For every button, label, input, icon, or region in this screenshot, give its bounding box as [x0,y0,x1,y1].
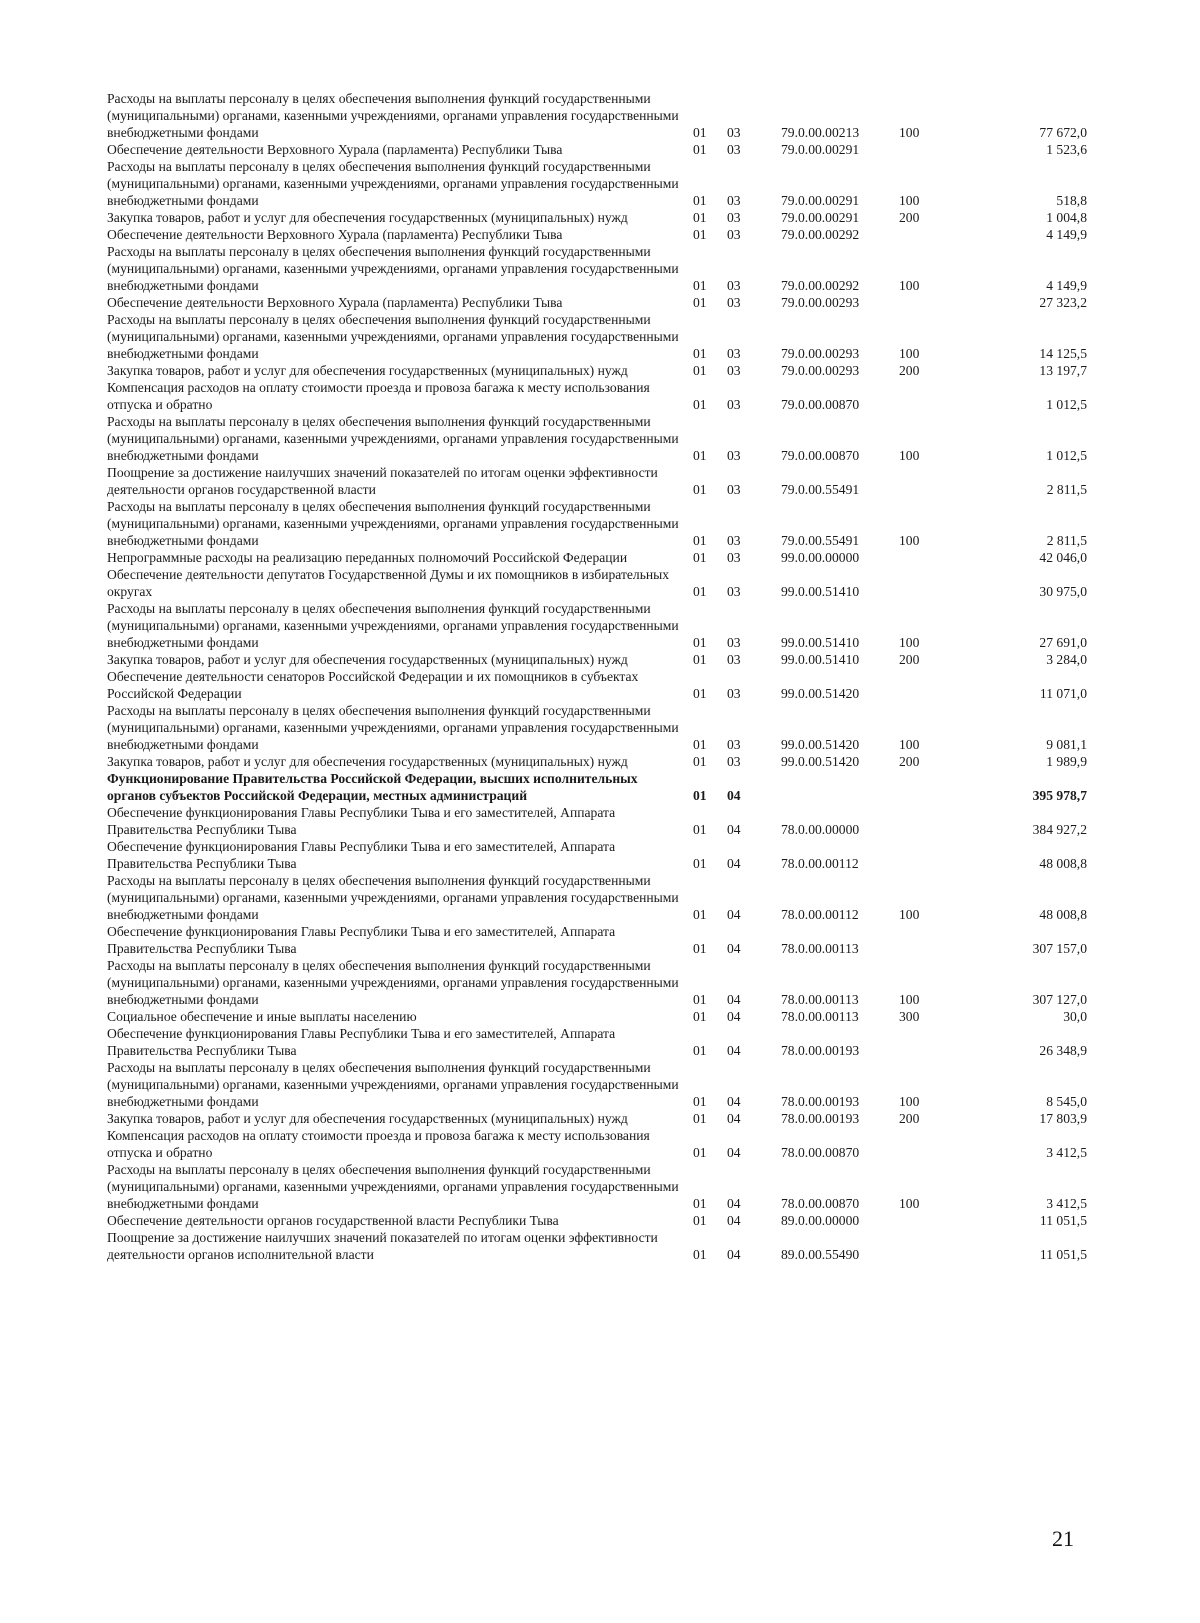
row-name-cell: Расходы на выплаты персоналу в целях обеспечения выполнения функций государственными (муниципальными) органами, казенными учреждениями, органами управления государственными внебюджетными фондами [107,873,679,922]
row-section-cell: 01 [693,788,707,803]
row-name-cell: Обеспечение деятельности Верховного Хурала (парламента) Республики Тыва [107,295,563,310]
row-target-code-cell: 78.0.00.00113 [781,941,859,956]
row-subsection-cell: 03 [727,737,741,752]
row-name-cell: Расходы на выплаты персоналу в целях обеспечения выполнения функций государственными (муниципальными) органами, казенными учреждениями, органами управления государственными внебюджетными фондами [107,244,679,293]
table-row [107,1161,1087,1212]
row-section-cell: 01 [693,907,707,922]
row-expense-type-cell: 200 [899,652,920,667]
row-section-cell: 01 [693,346,707,361]
row-target-code-cell: 99.0.00.51410 [781,635,860,650]
row-expense-type-cell: 100 [899,278,920,293]
row-amount-cell: 2 811,5 [1046,533,1087,548]
row-subsection-cell: 04 [727,822,741,837]
table-row [107,1008,1087,1025]
row-expense-type-cell: 200 [899,363,920,378]
row-target-code-cell: 99.0.00.51420 [781,686,860,701]
row-expense-type-cell: 100 [899,1196,920,1211]
row-section-cell: 01 [693,193,707,208]
row-expense-type-cell: 100 [899,1094,920,1109]
row-amount-cell: 1 012,5 [1046,448,1087,463]
row-expense-type-cell: 100 [899,125,920,140]
table-row [107,1059,1087,1110]
row-section-cell: 01 [693,737,707,752]
row-section-cell: 01 [693,227,707,242]
row-name-cell: Обеспечение функционирования Главы Республики Тыва и его заместителей, Аппарата Правительства Республики Тыва [107,1026,616,1058]
table-row [107,804,1087,838]
row-section-cell: 01 [693,363,707,378]
row-amount-cell: 1 989,9 [1046,754,1087,769]
table-row [107,209,1087,226]
row-expense-type-cell: 100 [899,635,920,650]
row-amount-cell: 26 348,9 [1039,1043,1087,1058]
row-amount-cell: 1 004,8 [1046,210,1087,225]
row-amount-cell: 27 323,2 [1039,295,1087,310]
row-target-code-cell: 79.0.00.55491 [781,482,860,497]
row-target-code-cell: 79.0.00.00292 [781,278,860,293]
row-subsection-cell: 04 [727,1145,741,1160]
row-section-cell: 01 [693,210,707,225]
row-amount-cell: 1 523,6 [1046,142,1087,157]
row-target-code-cell: 78.0.00.00193 [781,1111,860,1126]
table-row [107,1025,1087,1059]
row-section-cell: 01 [693,584,707,599]
row-name-cell: Расходы на выплаты персоналу в целях обеспечения выполнения функций государственными (муниципальными) органами, казенными учреждениями, органами управления государственными внебюджетными фондами [107,958,679,1007]
row-section-cell: 01 [693,1247,707,1262]
row-target-code-cell: 79.0.00.00293 [781,363,860,378]
row-target-code-cell: 79.0.00.00213 [781,125,860,140]
row-name-cell: Компенсация расходов на оплату стоимости проезда и провоза багажа к месту использования отпуска и обратно [107,1128,650,1160]
row-section-cell: 01 [693,1196,707,1211]
row-name-cell: Закупка товаров, работ и услуг для обеспечения государственных (муниципальных) нужд [107,363,628,378]
row-target-code-cell: 79.0.00.00293 [781,295,860,310]
row-amount-cell: 518,8 [1056,193,1087,208]
row-amount-cell: 3 412,5 [1046,1145,1087,1160]
row-name-cell: Обеспечение деятельности сенаторов Российской Федерации и их помощников в субъектах Российской Федерации [107,669,639,701]
row-amount-cell: 77 672,0 [1039,125,1087,140]
row-amount-cell: 30,0 [1063,1009,1087,1024]
table-row [107,923,1087,957]
row-name-cell: Обеспечение функционирования Главы Республики Тыва и его заместителей, Аппарата Правительства Республики Тыва [107,805,616,837]
row-name-cell: Расходы на выплаты персоналу в целях обеспечения выполнения функций государственными (муниципальными) органами, казенными учреждениями, органами управления государственными внебюджетными фондами [107,159,679,208]
row-subsection-cell: 03 [727,550,741,565]
table-row [107,1110,1087,1127]
row-section-cell: 01 [693,278,707,293]
row-expense-type-cell: 300 [899,1009,920,1024]
row-expense-type-cell: 200 [899,754,920,769]
row-expense-type-cell: 100 [899,346,920,361]
row-target-code-cell: 79.0.00.00291 [781,210,860,225]
row-subsection-cell: 03 [727,227,741,242]
row-amount-cell: 27 691,0 [1039,635,1087,650]
table-row [107,549,1087,566]
row-name-cell: Обеспечение деятельности депутатов Государственной Думы и их помощников в избирательных округах [107,567,670,599]
table-row [107,1212,1087,1229]
row-name-cell: Закупка товаров, работ и услуг для обеспечения государственных (муниципальных) нужд [107,754,628,769]
row-name-cell: Расходы на выплаты персоналу в целях обеспечения выполнения функций государственными (муниципальными) органами, казенными учреждениями, органами управления государственными внебюджетными фондами [107,91,679,140]
row-amount-cell: 11 051,5 [1039,1247,1087,1262]
row-section-cell: 01 [693,652,707,667]
row-section-cell: 01 [693,125,707,140]
row-section-cell: 01 [693,686,707,701]
row-amount-cell: 11 071,0 [1039,686,1087,701]
row-subsection-cell: 03 [727,397,741,412]
table-row [107,668,1087,702]
row-section-cell: 01 [693,1145,707,1160]
row-expense-type-cell: 100 [899,907,920,922]
row-subsection-cell: 03 [727,278,741,293]
row-amount-cell: 8 545,0 [1046,1094,1087,1109]
table-row [107,753,1087,770]
row-amount-cell: 384 927,2 [1032,822,1087,837]
row-target-code-cell: 79.0.00.00293 [781,346,860,361]
row-subsection-cell: 04 [727,992,741,1007]
table-row [107,566,1087,600]
row-subsection-cell: 04 [727,1094,741,1109]
row-subsection-cell: 03 [727,686,741,701]
row-section-cell: 01 [693,856,707,871]
budget-table [107,90,1087,1263]
row-target-code-cell: 78.0.00.00193 [781,1094,860,1109]
row-subsection-cell: 04 [727,1196,741,1211]
row-target-code-cell: 79.0.00.00291 [781,142,860,157]
row-name-cell: Расходы на выплаты персоналу в целях обеспечения выполнения функций государственными (муниципальными) органами, казенными учреждениями, органами управления государственными внебюджетными фондами [107,1060,679,1109]
row-name-cell: Обеспечение функционирования Главы Республики Тыва и его заместителей, Аппарата Правительства Республики Тыва [107,924,616,956]
row-target-code-cell: 78.0.00.00193 [781,1043,860,1058]
row-amount-cell: 11 051,5 [1039,1213,1087,1228]
row-amount-cell: 17 803,9 [1039,1111,1087,1126]
row-section-cell: 01 [693,754,707,769]
row-target-code-cell: 78.0.00.00870 [781,1145,860,1160]
row-amount-cell: 42 046,0 [1039,550,1087,565]
row-subsection-cell: 03 [727,295,741,310]
row-subsection-cell: 03 [727,448,741,463]
row-target-code-cell: 78.0.00.00113 [781,1009,859,1024]
row-amount-cell: 2 811,5 [1046,482,1087,497]
row-section-cell: 01 [693,142,707,157]
row-subsection-cell: 03 [727,754,741,769]
row-name-cell: Расходы на выплаты персоналу в целях обеспечения выполнения функций государственными (муниципальными) органами, казенными учреждениями, органами управления государственными внебюджетными фондами [107,414,679,463]
row-name-cell: Расходы на выплаты персоналу в целях обеспечения выполнения функций государственными (муниципальными) органами, казенными учреждениями, органами управления государственными внебюджетными фондами [107,499,679,548]
row-subsection-cell: 03 [727,142,741,157]
row-section-cell: 01 [693,448,707,463]
table-row [107,413,1087,464]
table-row [107,158,1087,209]
row-target-code-cell: 99.0.00.51410 [781,584,860,599]
table-row [107,243,1087,294]
row-subsection-cell: 03 [727,125,741,140]
row-target-code-cell: 78.0.00.00113 [781,992,859,1007]
row-name-cell: Обеспечение деятельности Верховного Хурала (парламента) Республики Тыва [107,227,563,242]
row-section-cell: 01 [693,482,707,497]
table-row [107,957,1087,1008]
row-target-code-cell: 99.0.00.51420 [781,737,860,752]
row-name-cell: Закупка товаров, работ и услуг для обеспечения государственных (муниципальных) нужд [107,210,628,225]
row-expense-type-cell: 200 [899,1111,920,1126]
row-expense-type-cell: 100 [899,448,920,463]
table-row [107,464,1087,498]
row-subsection-cell: 04 [727,1043,741,1058]
row-subsection-cell: 04 [727,941,741,956]
row-amount-cell: 1 012,5 [1046,397,1087,412]
row-subsection-cell: 03 [727,363,741,378]
row-name-cell: Обеспечение функционирования Главы Республики Тыва и его заместителей, Аппарата Правительства Республики Тыва [107,839,616,871]
row-section-cell: 01 [693,992,707,1007]
row-name-cell: Расходы на выплаты персоналу в целях обеспечения выполнения функций государственными (муниципальными) органами, казенными учреждениями, органами управления государственными внебюджетными фондами [107,312,679,361]
row-target-code-cell: 79.0.00.00870 [781,448,860,463]
table-row [107,600,1087,651]
row-section-cell: 01 [693,1111,707,1126]
row-name-cell: Поощрение за достижение наилучших значений показателей по итогам оценки эффективности деятельности органов исполнительной власти [107,1230,658,1262]
row-name-cell: Расходы на выплаты персоналу в целях обеспечения выполнения функций государственными (муниципальными) органами, казенными учреждениями, органами управления государственными внебюджетными фондами [107,601,679,650]
row-target-code-cell: 78.0.00.00870 [781,1196,860,1211]
table-row [107,311,1087,362]
row-expense-type-cell: 200 [899,210,920,225]
row-name-cell: Обеспечение деятельности Верховного Хурала (парламента) Республики Тыва [107,142,563,157]
row-target-code-cell: 99.0.00.51420 [781,754,860,769]
row-name-cell: Социальное обеспечение и иные выплаты населению [107,1009,417,1024]
row-amount-cell: 3 412,5 [1046,1196,1087,1211]
row-expense-type-cell: 100 [899,193,920,208]
table-row [107,141,1087,158]
row-subsection-cell: 04 [727,856,741,871]
row-amount-cell: 48 008,8 [1039,907,1087,922]
row-section-cell: 01 [693,1094,707,1109]
row-section-cell: 01 [693,635,707,650]
row-subsection-cell: 04 [727,1213,741,1228]
row-section-cell: 01 [693,1043,707,1058]
table-row [107,702,1087,753]
row-target-code-cell: 79.0.00.00292 [781,227,860,242]
row-section-cell: 01 [693,1009,707,1024]
row-name-cell: Компенсация расходов на оплату стоимости проезда и провоза багажа к месту использования отпуска и обратно [107,380,650,412]
row-subsection-cell: 04 [727,1111,741,1126]
row-section-cell: 01 [693,941,707,956]
row-subsection-cell: 04 [727,788,741,803]
row-amount-cell: 4 149,9 [1046,227,1087,242]
row-target-code-cell: 78.0.00.00112 [781,856,859,871]
table-row [107,838,1087,872]
row-name-cell: Обеспечение деятельности органов государственной власти Республики Тыва [107,1213,559,1228]
row-amount-cell: 307 157,0 [1032,941,1087,956]
row-amount-cell: 307 127,0 [1032,992,1087,1007]
row-name-cell: Расходы на выплаты персоналу в целях обеспечения выполнения функций государственными (муниципальными) органами, казенными учреждениями, органами управления государственными внебюджетными фондами [107,1162,679,1211]
row-target-code-cell: 79.0.00.00291 [781,193,860,208]
row-amount-cell: 395 978,7 [1032,788,1087,803]
row-amount-cell: 13 197,7 [1039,363,1087,378]
table-row [107,379,1087,413]
table-row [107,1127,1087,1161]
row-name-cell: Закупка товаров, работ и услуг для обеспечения государственных (муниципальных) нужд [107,652,628,667]
table-row [107,770,1087,804]
row-target-code-cell: 79.0.00.55491 [781,533,860,548]
row-name-cell: Поощрение за достижение наилучших значений показателей по итогам оценки эффективности деятельности органов государственной власти [107,465,658,497]
table-row [107,294,1087,311]
table-row [107,90,1087,141]
row-target-code-cell: 78.0.00.00112 [781,907,859,922]
row-subsection-cell: 04 [727,1247,741,1262]
row-amount-cell: 3 284,0 [1046,652,1087,667]
row-target-code-cell: 78.0.00.00000 [781,822,860,837]
row-target-code-cell: 99.0.00.51410 [781,652,860,667]
row-subsection-cell: 03 [727,193,741,208]
row-subsection-cell: 04 [727,1009,741,1024]
table-row [107,226,1087,243]
row-amount-cell: 30 975,0 [1039,584,1087,599]
row-subsection-cell: 03 [727,533,741,548]
table-row [107,651,1087,668]
table-row [107,872,1087,923]
row-subsection-cell: 03 [727,210,741,225]
row-name-cell: Функционирование Правительства Российской Федерации, высших исполнительных органов субъектов Российской Федерации, местных администраций [107,771,638,803]
row-amount-cell: 4 149,9 [1046,278,1087,293]
row-target-code-cell: 99.0.00.00000 [781,550,860,565]
row-name-cell: Непрограммные расходы на реализацию переданных полномочий Российской Федерации [107,550,628,565]
row-expense-type-cell: 100 [899,992,920,1007]
row-subsection-cell: 03 [727,584,741,599]
row-amount-cell: 48 008,8 [1039,856,1087,871]
row-name-cell: Закупка товаров, работ и услуг для обеспечения государственных (муниципальных) нужд [107,1111,628,1126]
table-row [107,362,1087,379]
table-row [107,498,1087,549]
page-number: 21 [1052,1526,1074,1551]
row-subsection-cell: 04 [727,907,741,922]
row-section-cell: 01 [693,533,707,548]
row-section-cell: 01 [693,397,707,412]
row-section-cell: 01 [693,1213,707,1228]
row-section-cell: 01 [693,550,707,565]
table-row [107,1229,1087,1263]
row-target-code-cell: 89.0.00.55490 [781,1247,860,1262]
row-target-code-cell: 79.0.00.00870 [781,397,860,412]
row-target-code-cell: 89.0.00.00000 [781,1213,860,1228]
row-section-cell: 01 [693,822,707,837]
row-expense-type-cell: 100 [899,737,920,752]
row-subsection-cell: 03 [727,482,741,497]
row-subsection-cell: 03 [727,652,741,667]
row-expense-type-cell: 100 [899,533,920,548]
row-amount-cell: 14 125,5 [1039,346,1087,361]
row-subsection-cell: 03 [727,635,741,650]
row-subsection-cell: 03 [727,346,741,361]
row-name-cell: Расходы на выплаты персоналу в целях обеспечения выполнения функций государственными (муниципальными) органами, казенными учреждениями, органами управления государственными внебюджетными фондами [107,703,679,752]
row-section-cell: 01 [693,295,707,310]
row-amount-cell: 9 081,1 [1046,737,1087,752]
